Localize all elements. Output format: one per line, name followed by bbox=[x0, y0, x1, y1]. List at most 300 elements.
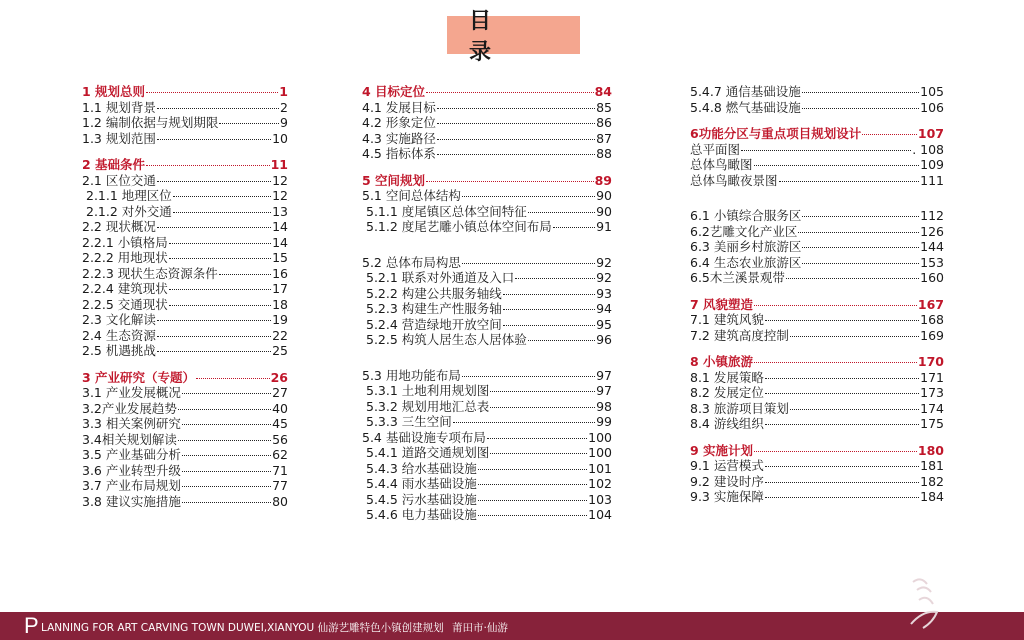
toc-page-number: 184 bbox=[920, 489, 944, 504]
toc-entry[interactable] bbox=[82, 115, 288, 131]
toc-entry-label: 5.3.3 三生空间 bbox=[366, 414, 452, 429]
toc-entry[interactable] bbox=[690, 84, 944, 100]
toc-page-number: 103 bbox=[588, 491, 612, 507]
toc-page-number: 84 bbox=[594, 84, 612, 99]
toc-page-number: 77 bbox=[272, 478, 288, 493]
toc-entry[interactable] bbox=[362, 301, 612, 317]
section-spacer bbox=[690, 188, 944, 208]
toc-page-number: 97 bbox=[596, 367, 612, 383]
dot-leader bbox=[798, 232, 919, 233]
toc-entry-label: 2.2.4 建筑现状 bbox=[82, 281, 168, 296]
dot-leader bbox=[178, 409, 271, 410]
dot-leader bbox=[490, 407, 595, 408]
toc-entry-label: 4 目标定位 bbox=[362, 84, 426, 99]
toc-page-number: 12 bbox=[272, 188, 288, 203]
toc-entry[interactable] bbox=[82, 266, 288, 282]
dot-leader bbox=[437, 154, 595, 155]
toc-entry-label: 4.5 指标体系 bbox=[362, 146, 436, 161]
toc-page-number: 102 bbox=[588, 476, 612, 491]
toc-page-number: 153 bbox=[920, 254, 944, 270]
toc-entry[interactable] bbox=[82, 204, 288, 220]
toc-entry[interactable] bbox=[690, 489, 944, 505]
toc-entry-label: 1.1 规划背景 bbox=[82, 99, 156, 115]
toc-entry-label: 3.1 产业发展概况 bbox=[82, 385, 181, 400]
dot-leader bbox=[503, 325, 595, 326]
page-title: 目 录 bbox=[447, 16, 580, 54]
dot-leader bbox=[182, 502, 271, 503]
dot-leader bbox=[528, 340, 595, 341]
toc-entry[interactable] bbox=[690, 312, 944, 328]
section-spacer bbox=[362, 235, 612, 255]
dot-leader bbox=[169, 243, 271, 244]
toc-page-number: 170 bbox=[917, 354, 944, 369]
toc-entry[interactable] bbox=[82, 478, 288, 494]
toc-entry[interactable] bbox=[362, 317, 612, 333]
toc-page-number: . 108 bbox=[912, 141, 944, 157]
toc-entry[interactable] bbox=[82, 188, 288, 204]
dot-leader bbox=[765, 497, 919, 498]
dot-leader bbox=[173, 212, 271, 213]
toc-page-number: 167 bbox=[917, 296, 944, 312]
toc-entry-label: 3.2产业发展趋势 bbox=[82, 400, 177, 416]
toc-entry-label: 7.2 建筑高度控制 bbox=[690, 327, 789, 343]
toc-entry-label: 总体鸟瞰图 bbox=[690, 157, 753, 172]
toc-page-number: 105 bbox=[920, 84, 944, 99]
toc-entry-label: 5.2.1 联系对外通道及入口 bbox=[366, 270, 515, 285]
toc-entry-label: 5.2.2 构建公共服务轴线 bbox=[366, 285, 502, 301]
dot-leader bbox=[487, 438, 587, 439]
toc-page-number: 9 bbox=[280, 115, 288, 130]
toc-page-number: 181 bbox=[920, 458, 944, 473]
dot-leader bbox=[741, 150, 911, 151]
dot-leader bbox=[515, 278, 595, 279]
toc-page-number: 11 bbox=[270, 157, 288, 172]
dot-leader bbox=[802, 216, 919, 217]
toc-entry[interactable] bbox=[82, 494, 288, 510]
dot-leader bbox=[219, 274, 271, 275]
toc-page-number: 101 bbox=[588, 460, 612, 476]
toc-entry-label: 1.2 编制依据与规划期限 bbox=[82, 115, 219, 130]
dot-leader bbox=[765, 393, 919, 394]
dot-leader bbox=[196, 378, 270, 379]
toc-entry[interactable] bbox=[362, 146, 612, 162]
toc-entry[interactable] bbox=[362, 332, 612, 348]
toc-page-number: 80 bbox=[272, 493, 288, 509]
dot-leader bbox=[462, 263, 595, 264]
toc-entry-label: 8.3 旅游项目策划 bbox=[690, 400, 789, 416]
toc-page-number: 92 bbox=[596, 254, 612, 270]
toc-column-1 bbox=[82, 84, 288, 509]
toc-entry[interactable] bbox=[362, 507, 612, 523]
toc-entry[interactable] bbox=[362, 188, 612, 204]
dot-leader bbox=[765, 424, 919, 425]
toc-entry[interactable] bbox=[690, 416, 944, 432]
toc-page-number: 95 bbox=[596, 316, 612, 332]
toc-entry-label: 2.1 区位交通 bbox=[82, 172, 156, 188]
toc-entry[interactable] bbox=[82, 297, 288, 313]
section-spacer bbox=[362, 162, 612, 173]
toc-entry[interactable] bbox=[362, 100, 612, 116]
toc-entry[interactable] bbox=[82, 219, 288, 235]
dot-leader bbox=[802, 247, 919, 248]
toc-entry-label: 5.2 总体布局构思 bbox=[362, 254, 461, 270]
dot-leader bbox=[754, 451, 917, 452]
dot-leader bbox=[182, 486, 271, 487]
toc-entry-label: 5.4.4 雨水基础设施 bbox=[366, 476, 477, 491]
toc-chapter-heading[interactable] bbox=[82, 157, 288, 173]
toc-page-number: 171 bbox=[920, 369, 944, 385]
toc-page-number: 106 bbox=[920, 99, 944, 115]
toc-page-number: 107 bbox=[917, 126, 944, 141]
toc-page-number: 2 bbox=[280, 99, 288, 115]
toc-chapter-heading[interactable] bbox=[82, 84, 288, 100]
toc-page-number: 71 bbox=[272, 462, 288, 478]
toc-chapter-heading[interactable] bbox=[690, 297, 944, 313]
dot-leader bbox=[478, 484, 587, 485]
dot-leader bbox=[173, 196, 271, 197]
toc-entry-label: 2 基础条件 bbox=[82, 157, 146, 172]
dot-leader bbox=[490, 453, 587, 454]
dot-leader bbox=[802, 92, 919, 93]
dot-leader bbox=[157, 351, 271, 352]
toc-entry-label: 总平面图 bbox=[690, 141, 741, 157]
section-spacer bbox=[690, 432, 944, 443]
toc-column-3 bbox=[690, 84, 944, 505]
toc-page-number: 97 bbox=[596, 383, 612, 398]
toc-entry-label: 3.3 相关案例研究 bbox=[82, 416, 181, 431]
dot-leader bbox=[426, 92, 594, 93]
toc-entry[interactable] bbox=[82, 173, 288, 189]
toc-page-number: 92 bbox=[596, 270, 612, 285]
toc-entry-label: 1.3 规划范围 bbox=[82, 130, 156, 146]
toc-entry[interactable] bbox=[82, 328, 288, 344]
toc-chapter-heading[interactable] bbox=[362, 173, 612, 189]
toc-page-number: 182 bbox=[920, 473, 944, 489]
dot-leader bbox=[553, 227, 595, 228]
toc-entry[interactable] bbox=[82, 447, 288, 463]
toc-chapter-heading[interactable] bbox=[690, 354, 944, 370]
toc-page-number: 87 bbox=[596, 130, 612, 146]
toc-entry[interactable] bbox=[690, 370, 944, 386]
toc-entry-label: 5.4.5 污水基础设施 bbox=[366, 491, 477, 507]
dot-leader bbox=[462, 376, 595, 377]
toc-entry[interactable] bbox=[690, 239, 944, 255]
toc-page-number: 85 bbox=[596, 99, 612, 115]
toc-page-number: 180 bbox=[917, 442, 944, 458]
toc-entry-label: 5.3.2 规划用地汇总表 bbox=[366, 398, 490, 414]
toc-entry[interactable] bbox=[362, 219, 612, 235]
dot-leader bbox=[765, 320, 919, 321]
toc-entry[interactable] bbox=[82, 463, 288, 479]
toc-entry-label: 2.1.1 地理区位 bbox=[86, 188, 172, 203]
toc-entry-label: 6.2艺雕文化产业区 bbox=[690, 223, 798, 239]
toc-entry[interactable] bbox=[362, 286, 612, 302]
dot-leader bbox=[178, 440, 271, 441]
dot-leader bbox=[157, 227, 271, 228]
toc-page-number: 93 bbox=[596, 285, 612, 301]
toc-entry[interactable] bbox=[362, 270, 612, 286]
toc-entry-label: 5.1.1 度尾镇区总体空间特征 bbox=[366, 203, 527, 219]
dot-leader bbox=[169, 258, 271, 259]
toc-entry-label: 2.5 机遇挑战 bbox=[82, 343, 156, 358]
toc-entry-label: 8.1 发展策略 bbox=[690, 369, 764, 385]
toc-page-number: 86 bbox=[596, 115, 612, 130]
toc-entry-label: 3.5 产业基础分析 bbox=[82, 447, 181, 462]
toc-entry[interactable] bbox=[690, 100, 944, 116]
toc-entry-label: 9 实施计划 bbox=[690, 442, 754, 458]
toc-entry-label: 5.4.8 燃气基础设施 bbox=[690, 99, 801, 115]
dot-leader bbox=[790, 336, 919, 337]
toc-page-number: 26 bbox=[270, 369, 288, 385]
toc-entry-label: 5.3 用地功能布局 bbox=[362, 367, 461, 383]
dot-leader bbox=[528, 212, 595, 213]
toc-entry-label: 5.4.3 给水基础设施 bbox=[366, 460, 477, 476]
toc-entry[interactable] bbox=[82, 131, 288, 147]
dot-leader bbox=[157, 320, 271, 321]
toc-entry[interactable] bbox=[82, 416, 288, 432]
toc-chapter-heading[interactable] bbox=[690, 126, 944, 142]
toc-page-number: 168 bbox=[920, 312, 944, 327]
toc-entry[interactable] bbox=[690, 208, 944, 224]
dot-leader bbox=[157, 336, 271, 337]
toc-page-number: 25 bbox=[272, 343, 288, 358]
section-spacer bbox=[690, 115, 944, 126]
toc-entry-label: 8.2 发展定位 bbox=[690, 385, 764, 400]
toc-entry[interactable] bbox=[82, 385, 288, 401]
toc-entry[interactable] bbox=[82, 432, 288, 448]
toc-page-number: 27 bbox=[272, 385, 288, 400]
toc-chapter-heading[interactable] bbox=[690, 443, 944, 459]
toc-entry-label: 6功能分区与重点项目规划设计 bbox=[690, 126, 862, 141]
toc-page-number: 99 bbox=[596, 414, 612, 429]
toc-entry[interactable] bbox=[362, 445, 612, 461]
toc-entry-label: 7.1 建筑风貌 bbox=[690, 312, 764, 327]
toc-entry[interactable] bbox=[82, 281, 288, 297]
toc-entry[interactable] bbox=[690, 255, 944, 271]
dot-leader bbox=[453, 422, 595, 423]
toc-page-number: 12 bbox=[272, 172, 288, 188]
section-spacer bbox=[690, 286, 944, 297]
toc-entry[interactable] bbox=[362, 476, 612, 492]
toc-entry[interactable] bbox=[362, 492, 612, 508]
toc-entry-label: 3.6 产业转型升级 bbox=[82, 462, 181, 478]
toc-page-number: 22 bbox=[272, 327, 288, 343]
toc-page-number: 17 bbox=[272, 281, 288, 296]
dot-leader bbox=[802, 108, 919, 109]
toc-entry[interactable] bbox=[82, 401, 288, 417]
toc-entry[interactable] bbox=[362, 399, 612, 415]
dot-leader bbox=[182, 393, 271, 394]
toc-entry-label: 6.1 小镇综合服务区 bbox=[690, 208, 802, 223]
dot-leader bbox=[503, 294, 595, 295]
toc-entry-label: 3.7 产业布局规划 bbox=[82, 478, 181, 493]
toc-page-number: 174 bbox=[920, 400, 944, 416]
toc-entry-label: 6.4 生态农业旅游区 bbox=[690, 254, 802, 270]
toc-entry-label: 2.2.1 小镇格局 bbox=[82, 234, 168, 250]
dot-leader bbox=[503, 309, 595, 310]
section-spacer bbox=[82, 146, 288, 157]
dot-leader bbox=[786, 278, 919, 279]
section-spacer bbox=[690, 343, 944, 354]
toc-entry-label: 4.1 发展目标 bbox=[362, 99, 436, 115]
toc-chapter-heading[interactable] bbox=[362, 84, 612, 100]
toc-page-number: 90 bbox=[596, 203, 612, 219]
toc-entry[interactable] bbox=[82, 100, 288, 116]
toc-page-number: 111 bbox=[920, 172, 944, 188]
toc-entry[interactable] bbox=[690, 142, 944, 158]
toc-page-number: 62 bbox=[272, 447, 288, 462]
toc-entry-label: 9.2 建设时序 bbox=[690, 473, 764, 489]
toc-entry-label: 9.1 运营模式 bbox=[690, 458, 764, 473]
dot-leader bbox=[765, 482, 919, 483]
toc-page-number: 14 bbox=[272, 219, 288, 234]
footer-initial: P bbox=[24, 613, 39, 638]
toc-entry[interactable] bbox=[690, 474, 944, 490]
toc-entry-label: 1 规划总则 bbox=[82, 84, 146, 99]
dot-leader bbox=[219, 123, 279, 124]
dot-leader bbox=[169, 289, 271, 290]
dot-leader bbox=[157, 181, 271, 182]
toc-page-number: 14 bbox=[272, 234, 288, 250]
toc-entry[interactable] bbox=[362, 204, 612, 220]
toc-entry[interactable] bbox=[82, 235, 288, 251]
toc-entry[interactable] bbox=[82, 343, 288, 359]
dot-leader bbox=[182, 455, 271, 456]
toc-entry-label: 5.1.2 度尾艺雕小镇总体空间布局 bbox=[366, 219, 552, 234]
toc-entry[interactable] bbox=[690, 224, 944, 240]
toc-entry-label: 5.4.1 道路交通规划图 bbox=[366, 445, 490, 460]
section-spacer bbox=[362, 348, 612, 368]
toc-page-number: 1 bbox=[279, 84, 288, 99]
toc-entry-label: 2.1.2 对外交通 bbox=[86, 203, 172, 219]
footer-project-title: LANNING FOR ART CARVING TOWN DUWEI,XIANYOU 仙游艺雕特色小镇创建规划 bbox=[41, 622, 444, 634]
toc-entry[interactable] bbox=[362, 131, 612, 147]
toc-entry[interactable] bbox=[362, 115, 612, 131]
toc-entry-label: 3 产业研究（专题） bbox=[82, 369, 196, 385]
toc-page-number: 160 bbox=[920, 270, 944, 285]
toc-entry[interactable] bbox=[362, 461, 612, 477]
dot-leader bbox=[437, 139, 595, 140]
toc-page-number: 90 bbox=[596, 188, 612, 203]
toc-page-number: 13 bbox=[272, 203, 288, 219]
toc-page-number: 169 bbox=[920, 327, 944, 343]
dot-leader bbox=[426, 181, 594, 182]
toc-entry[interactable] bbox=[690, 270, 944, 286]
toc-entry[interactable] bbox=[690, 328, 944, 344]
section-spacer bbox=[82, 359, 288, 370]
toc-page-number: 19 bbox=[272, 312, 288, 327]
toc-column-2 bbox=[362, 84, 612, 523]
toc-entry-label: 2.4 生态资源 bbox=[82, 327, 156, 343]
toc-entry-label: 4.2 形象定位 bbox=[362, 115, 436, 130]
dot-leader bbox=[169, 305, 271, 306]
toc-page-number: 16 bbox=[272, 265, 288, 281]
toc-entry-label: 5.4 基础设施专项布局 bbox=[362, 429, 486, 445]
footer-bar bbox=[0, 612, 1024, 640]
dot-leader bbox=[765, 378, 919, 379]
footer-location: 莆田市·仙游 bbox=[452, 622, 508, 634]
toc-entry-label: 8.4 游线组织 bbox=[690, 416, 764, 431]
dot-leader bbox=[182, 424, 271, 425]
toc-page-number: 175 bbox=[920, 416, 944, 431]
dot-leader bbox=[437, 123, 595, 124]
dot-leader bbox=[437, 108, 595, 109]
toc-entry-label: 5.2.4 营造绿地开放空间 bbox=[366, 316, 502, 332]
toc-page-number: 126 bbox=[920, 223, 944, 239]
toc-page-number: 89 bbox=[594, 172, 612, 188]
toc-entry[interactable] bbox=[362, 414, 612, 430]
toc-entry-label: 总体鸟瞰夜景图 bbox=[690, 172, 778, 188]
toc-entry[interactable] bbox=[362, 368, 612, 384]
dot-leader bbox=[462, 196, 595, 197]
dot-leader bbox=[765, 466, 919, 467]
dot-leader bbox=[478, 469, 587, 470]
toc-entry[interactable] bbox=[690, 458, 944, 474]
toc-entry-label: 5.3.1 土地利用规划图 bbox=[366, 383, 490, 398]
toc-entry-label: 2.3 文化解读 bbox=[82, 312, 156, 327]
toc-page-number: 100 bbox=[588, 445, 612, 460]
toc-entry-label: 3.8 建议实施措施 bbox=[82, 493, 181, 509]
dot-leader bbox=[182, 471, 271, 472]
toc-entry-label: 5.4.6 电力基础设施 bbox=[366, 507, 477, 522]
toc-page-number: 96 bbox=[596, 332, 612, 347]
toc-entry-label: 6.3 美丽乡村旅游区 bbox=[690, 239, 802, 254]
toc-entry-label: 5.1 空间总体结构 bbox=[362, 188, 461, 203]
toc-entry[interactable] bbox=[690, 173, 944, 189]
toc-page-number: 94 bbox=[596, 301, 612, 316]
toc-entry[interactable] bbox=[690, 157, 944, 173]
toc-entry[interactable] bbox=[82, 250, 288, 266]
toc-entry-label: 4.3 实施路径 bbox=[362, 130, 436, 146]
toc-entry-label: 2.2 现状概况 bbox=[82, 219, 156, 234]
dot-leader bbox=[754, 165, 920, 166]
dot-leader bbox=[157, 139, 271, 140]
dot-leader bbox=[146, 165, 270, 166]
dot-leader bbox=[490, 391, 595, 392]
toc-entry-label: 9.3 实施保障 bbox=[690, 489, 764, 504]
toc-entry-label: 2.2.2 用地现状 bbox=[82, 250, 168, 265]
toc-page-number: 18 bbox=[272, 296, 288, 312]
toc-page-number: 112 bbox=[920, 208, 944, 223]
dot-leader bbox=[478, 500, 587, 501]
toc-page-number: 10 bbox=[272, 130, 288, 146]
toc-entry-label: 7 风貌塑造 bbox=[690, 296, 754, 312]
dot-leader bbox=[146, 92, 278, 93]
toc-entry[interactable] bbox=[690, 401, 944, 417]
toc-entry[interactable] bbox=[82, 312, 288, 328]
dot-leader bbox=[157, 108, 279, 109]
toc-entry-label: 5.2.3 构建生产性服务轴 bbox=[366, 301, 502, 316]
toc-entry[interactable] bbox=[690, 385, 944, 401]
toc-entry[interactable] bbox=[362, 255, 612, 271]
toc-page-number: 56 bbox=[272, 431, 288, 447]
dot-leader bbox=[754, 362, 917, 363]
dot-leader bbox=[478, 515, 587, 516]
dot-leader bbox=[802, 263, 919, 264]
toc-chapter-heading[interactable] bbox=[82, 370, 288, 386]
toc-entry[interactable] bbox=[362, 383, 612, 399]
toc-entry-label: 5 空间规划 bbox=[362, 172, 426, 188]
toc-page-number: 45 bbox=[272, 416, 288, 431]
toc-entry[interactable] bbox=[362, 430, 612, 446]
art-carving-logo bbox=[893, 570, 981, 640]
toc-page-number: 91 bbox=[596, 219, 612, 234]
dot-leader bbox=[862, 134, 917, 135]
toc-page-number: 40 bbox=[272, 400, 288, 416]
toc-entry-label: 5.2.5 构筑人居生态人居体验 bbox=[366, 332, 527, 347]
toc-entry-label: 3.4相关规划解读 bbox=[82, 431, 177, 447]
toc-page-number: 98 bbox=[596, 398, 612, 414]
